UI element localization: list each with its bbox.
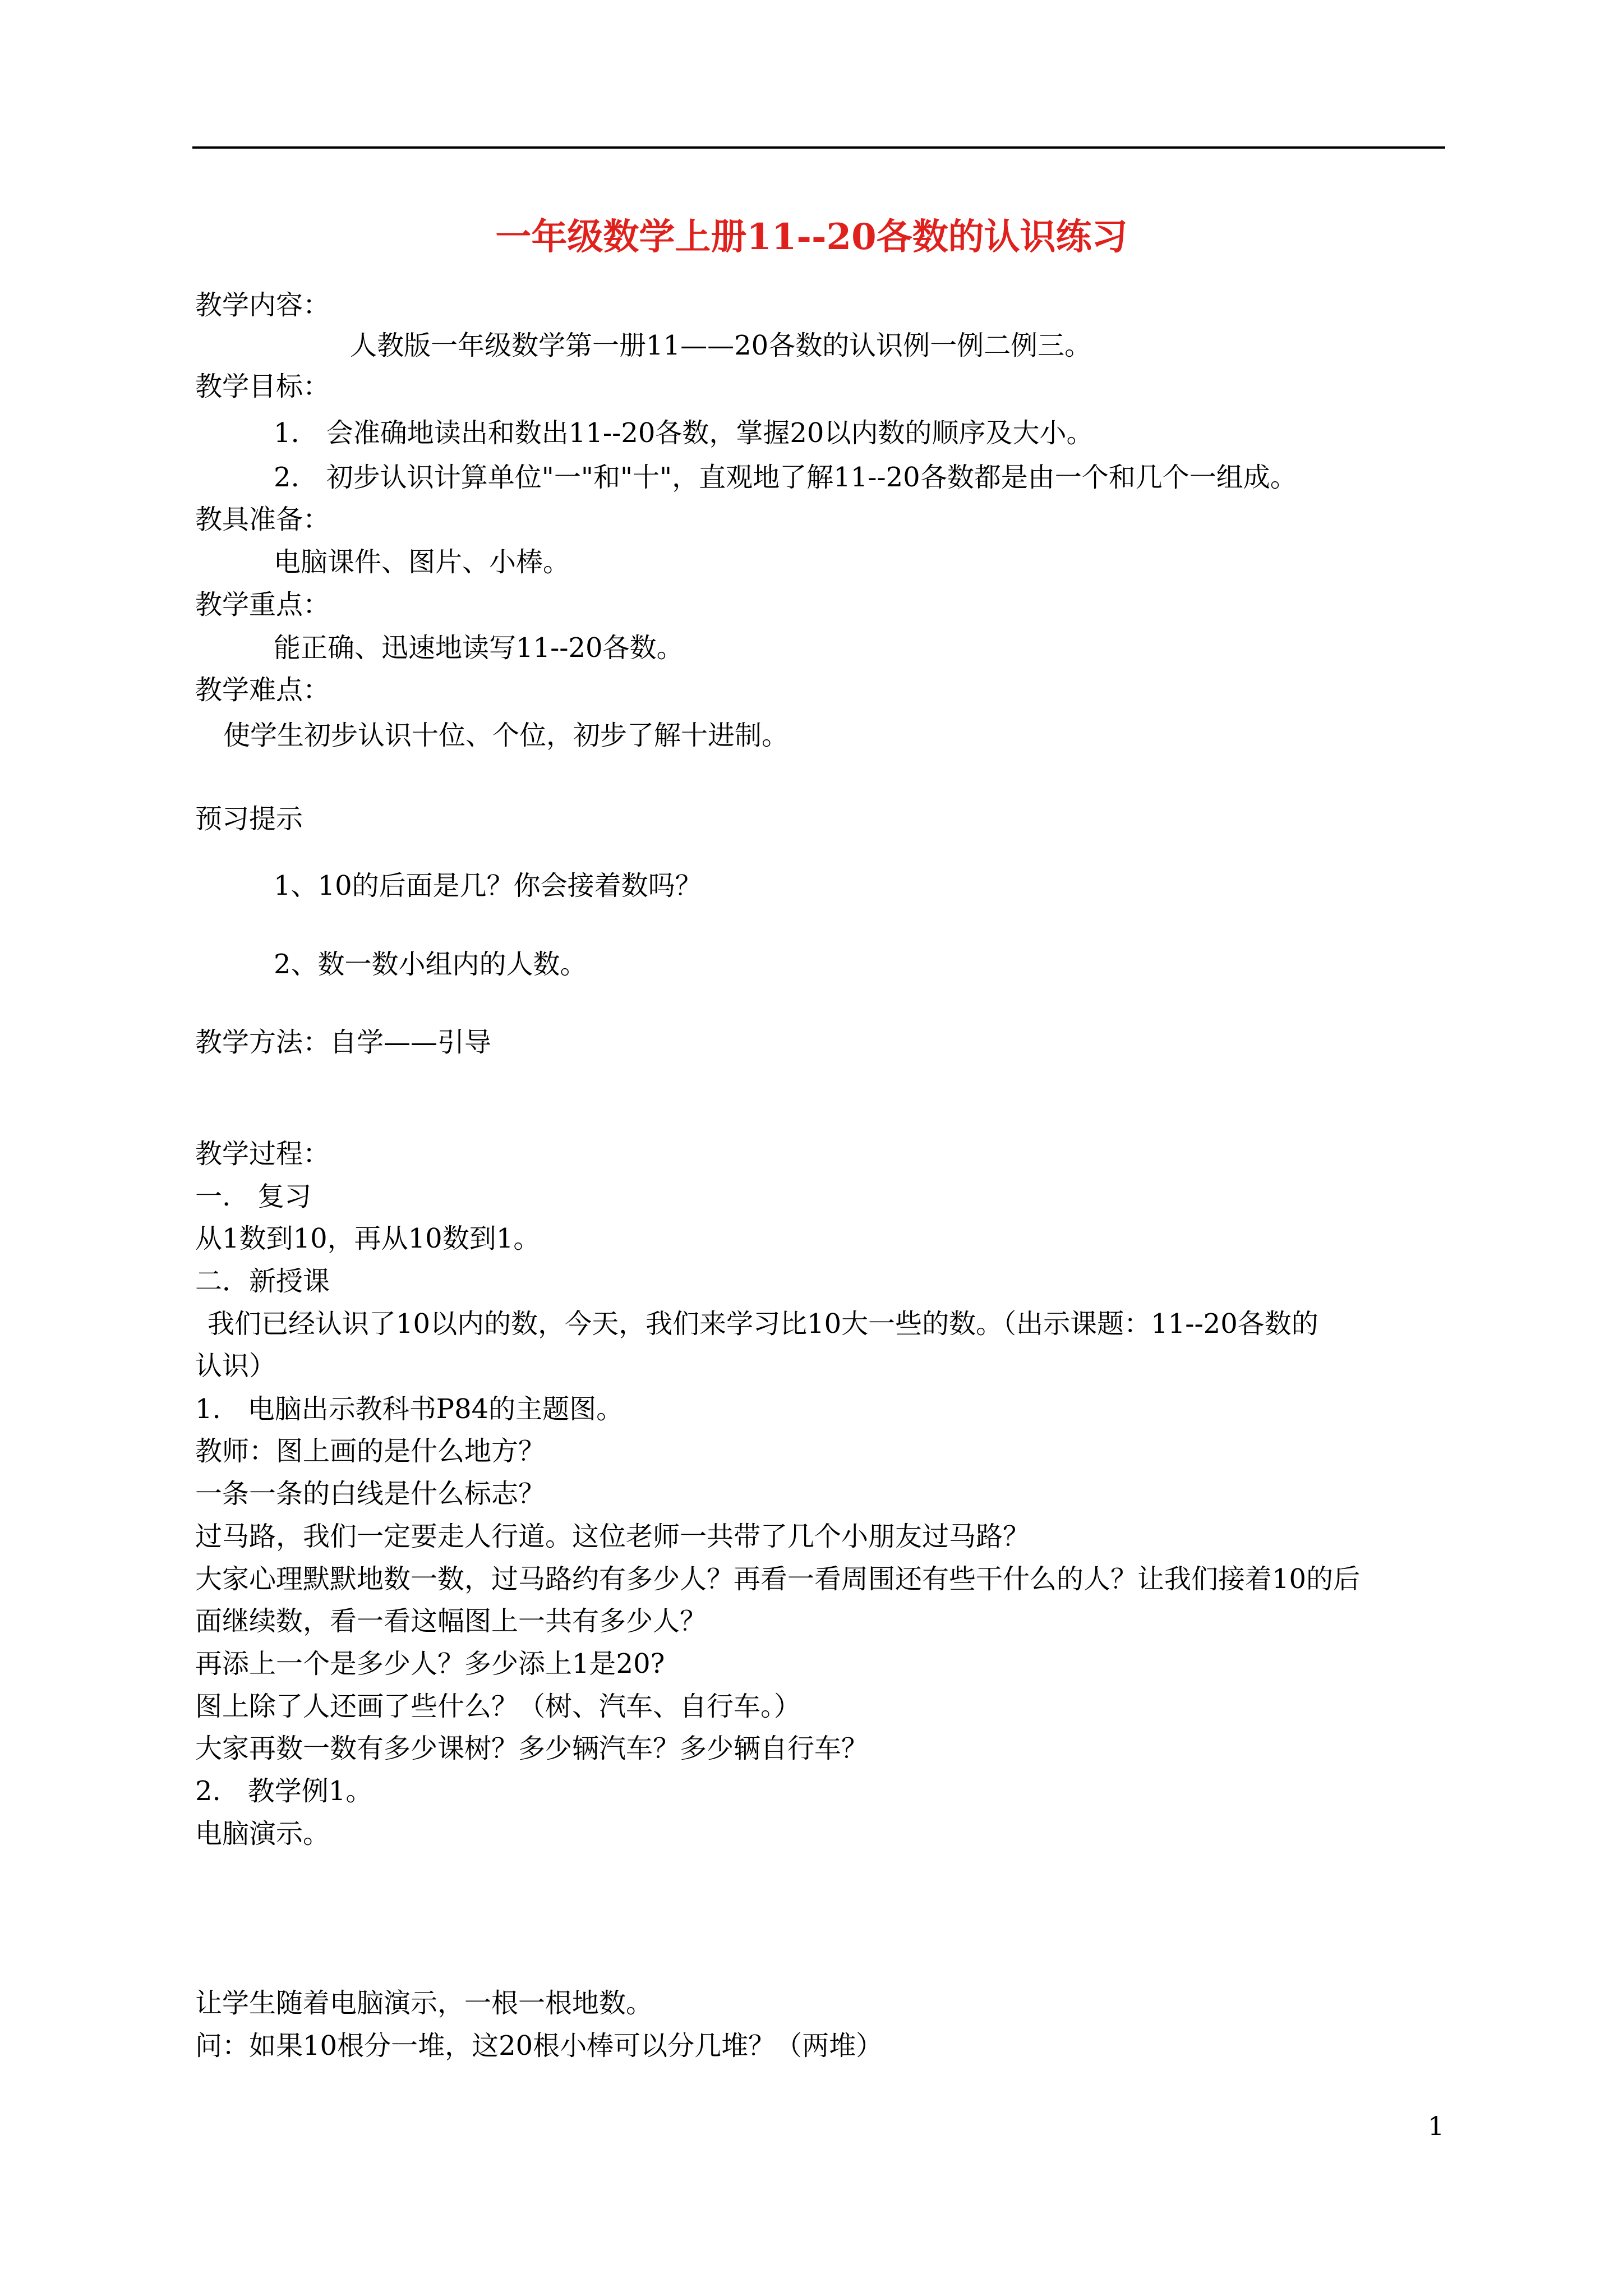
- text-line: 电脑课件、图片、小棒。: [274, 546, 570, 578]
- text-line: 让学生随着电脑演示，一根一根地数。: [195, 1987, 653, 2019]
- text-line: 使学生初步认识十位、个位，初步了解十进制。: [223, 720, 789, 751]
- text-line: 图上除了人还画了些什么？（树、汽车、自行车。）: [195, 1691, 801, 1722]
- text-line: 教学难点：: [195, 674, 330, 706]
- text-line: 人教版一年级数学第一册11——20各数的认识例一例二例三。: [350, 330, 1092, 361]
- text-line: 一. 复习: [195, 1181, 312, 1212]
- text-line: 二．新授课: [195, 1266, 330, 1297]
- text-line: 一条一条的白线是什么标志？: [195, 1478, 546, 1510]
- page-number: 1: [1428, 2111, 1445, 2141]
- text-line: 预习提示: [195, 803, 303, 835]
- text-line: 大家再数一数有多少课树？多少辆汽车？多少辆自行车？: [195, 1733, 869, 1764]
- header-rule: [192, 146, 1445, 149]
- text-line: 过马路，我们一定要走人行道。这位老师一共带了几个小朋友过马路？: [195, 1521, 1030, 1552]
- text-line: 大家心理默默地数一数，过马路约有多少人？再看一看周围还有些干什么的人？让我们接着10的后: [195, 1563, 1361, 1595]
- text-line: 认识）: [195, 1350, 276, 1382]
- text-line: 教师：图上画的是什么地方？: [195, 1435, 546, 1467]
- text-line: 问：如果10根分一堆，这20根小棒可以分几堆？（两堆）: [195, 2030, 883, 2062]
- text-line: 能正确、迅速地读写11--20各数。: [274, 632, 684, 664]
- document-title: 一年级数学上册11--20各数的认识练习: [495, 216, 1128, 258]
- text-line: 1、10的后面是几？你会接着数吗？: [274, 870, 702, 901]
- text-line: 教具准备：: [195, 504, 330, 535]
- text-line: 教学重点：: [195, 589, 330, 620]
- text-line: 教学方法：自学——引导: [195, 1027, 492, 1058]
- text-line: 再添上一个是多少人？多少添上1是20?: [195, 1648, 665, 1680]
- text-line: 教学过程：: [195, 1138, 330, 1170]
- text-line: 2、数一数小组内的人数。: [274, 949, 587, 980]
- text-line: 从1数到10，再从10数到1。: [195, 1223, 541, 1254]
- text-line: 教学目标：: [195, 371, 330, 402]
- text-line: 2. 初步认识计算单位"一"和"十"，直观地了解11--20各数都是由一个和几个一组成。: [274, 462, 1297, 493]
- text-line: 1. 会准确地读出和数出11--20各数，掌握20以内数的顺序及大小。: [274, 417, 1094, 449]
- text-line: 我们已经认识了10以内的数，今天，我们来学习比10大一些的数。（出示课题：11--20各数的: [208, 1308, 1318, 1340]
- text-line: 电脑演示。: [195, 1818, 330, 1849]
- text-line: 1. 电脑出示教科书P84的主题图。: [195, 1393, 624, 1425]
- text-line: 教学内容：: [195, 289, 330, 321]
- text-line: 2. 教学例1。: [195, 1775, 373, 1807]
- text-line: 面继续数，看一看这幅图上一共有多少人？: [195, 1605, 707, 1637]
